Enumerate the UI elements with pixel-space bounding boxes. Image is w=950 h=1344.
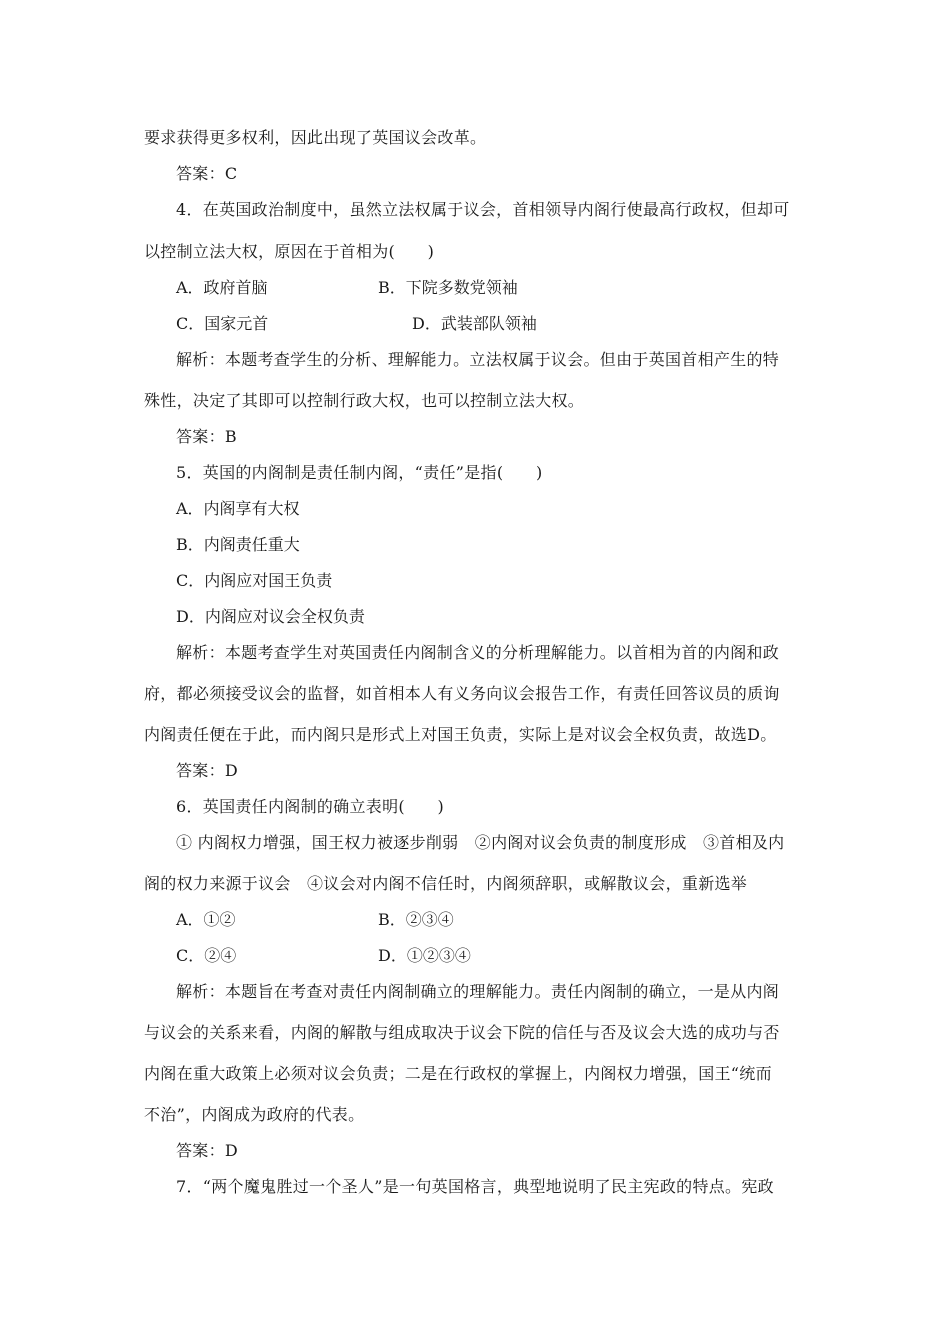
q6-analysis-line-4: 不治”，内阁成为政府的代表。 xyxy=(144,1105,365,1124)
q5-analysis-line-2: 府，都必须接受议会的监督，如首相本人有义务向议会报告工作，有责任回答议员的质询 xyxy=(144,684,780,703)
q5-stem: 5．英国的内阁制是责任制内阁，“责任”是指( ) xyxy=(176,463,543,482)
q3-answer: 答案：C xyxy=(176,164,238,183)
q6-answer: 答案：D xyxy=(176,1141,239,1160)
q5-analysis-line-3: 内阁责任便在于此，而内阁只是形式上对国王负责，实际上是对议会全权负责，故选D。 xyxy=(144,725,777,744)
q5-option-d: D．内阁应对议会全权负责 xyxy=(176,607,365,626)
q7-stem-line-1: 7．“两个魔鬼胜过一个圣人”是一句英国格言，典型地说明了民主宪政的特点。宪政 xyxy=(176,1177,774,1196)
q6-stem: 6．英国责任内阁制的确立表明( ) xyxy=(176,797,445,816)
q6-option-a: A．①② xyxy=(176,910,236,929)
q4-answer: 答案：B xyxy=(176,427,237,446)
q5-option-c: C．内阁应对国王负责 xyxy=(176,571,333,590)
q6-statements-line-2: 阁的权力来源于议会 ④议会对内阁不信任时，内阁须辞职，或解散议会，重新选举 xyxy=(144,874,748,893)
q6-analysis-line-2: 与议会的关系来看，内阁的解散与组成取决于议会下院的信任与否及议会大选的成功与否 xyxy=(144,1023,780,1042)
q6-option-b: B．②③④ xyxy=(378,910,454,929)
q6-option-c: C．②④ xyxy=(176,946,237,965)
q6-statements-line-1: ① 内阁权力增强，国王权力被逐步削弱 ②内阁对议会负责的制度形成 ③首相及内 xyxy=(176,833,785,852)
q5-answer: 答案：D xyxy=(176,761,239,780)
q4-option-a: A．政府首脑 xyxy=(176,278,268,297)
q6-option-d: D．①②③④ xyxy=(378,946,471,965)
q5-option-a: A．内阁享有大权 xyxy=(176,499,300,518)
q6-analysis-line-1: 解析：本题旨在考查对责任内阁制确立的理解能力。责任内阁制的确立，一是从内阁 xyxy=(176,982,780,1001)
q3-analysis-continuation: 要求获得更多权利，因此出现了英国议会改革。 xyxy=(144,128,487,147)
q4-stem-line-2: 以控制立法大权，原因在于首相为( ) xyxy=(144,242,435,261)
q4-option-d: D．武装部队领袖 xyxy=(412,314,537,333)
q5-analysis-line-1: 解析：本题考查学生对英国责任内阁制含义的分析理解能力。以首相为首的内阁和政 xyxy=(176,643,780,662)
q5-option-b: B．内阁责任重大 xyxy=(176,535,300,554)
q4-analysis-line-2: 殊性，决定了其即可以控制行政大权，也可以控制立法大权。 xyxy=(144,391,585,410)
q6-analysis-line-3: 内阁在重大政策上必须对议会负责；二是在行政权的掌握上，内阁权力增强，国王“统而 xyxy=(144,1064,772,1083)
q4-option-c: C．国家元首 xyxy=(176,314,269,333)
q4-option-b: B．下院多数党领袖 xyxy=(378,278,518,297)
q4-stem-line-1: 4．在英国政治制度中，虽然立法权属于议会，首相领导内阁行使最高行政权，但却可 xyxy=(176,200,790,219)
q4-analysis-line-1: 解析：本题考查学生的分析、理解能力。立法权属于议会。但由于英国首相产生的特 xyxy=(176,350,780,369)
